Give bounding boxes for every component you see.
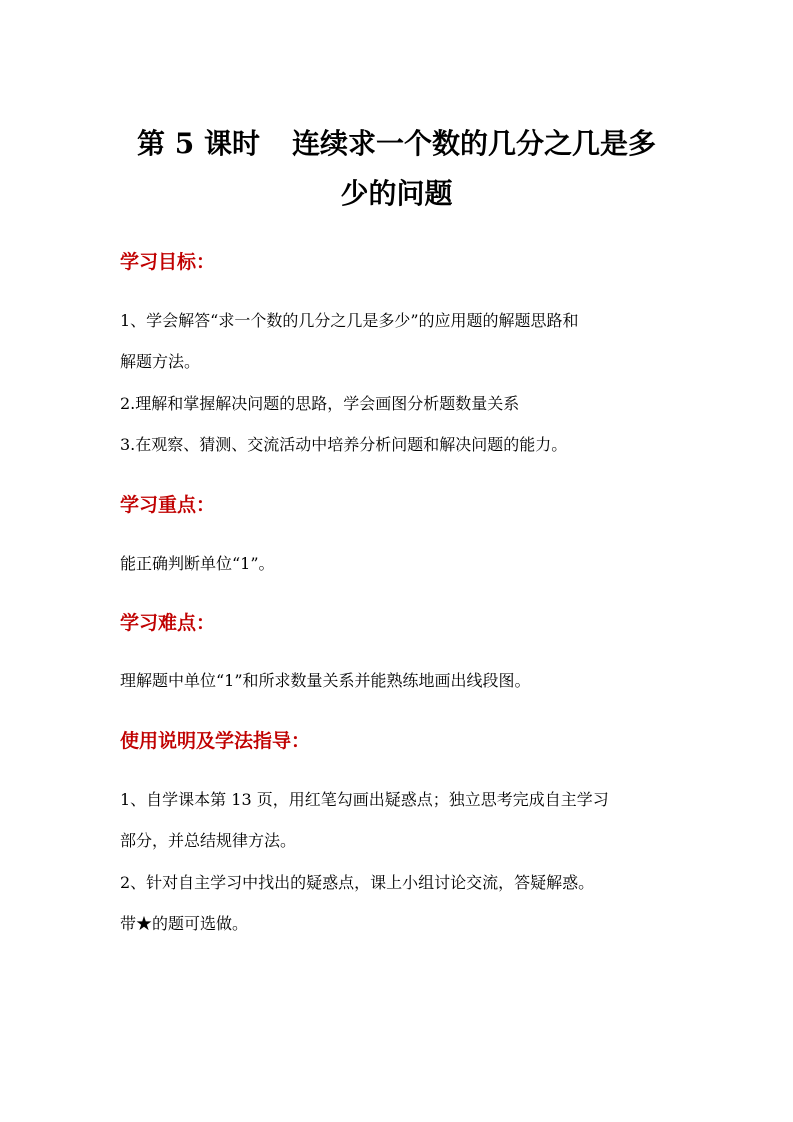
heading-difficulties: 学习难点：: [120, 612, 216, 634]
lesson-title: 连续求一个数的几分之几是多: [291, 127, 656, 160]
title-line-2: 少的问题: [340, 177, 453, 210]
instruction-line-4: 带★的题可选做。: [120, 914, 249, 933]
goal-line-1: 1、学会解答“求一个数的几分之几是多少”的应用题的解题思路和: [120, 311, 579, 330]
instruction-line-1: 1、自学课本第 13 页，用红笔勾画出疑惑点；独立思考完成自主学习: [120, 790, 609, 809]
title-line-1: [0, 126, 793, 162]
goal-line-4: 3.在观察、猜测、交流活动中培养分析问题和解决问题的能力。: [120, 435, 568, 454]
goal-line-2: 解题方法。: [120, 352, 201, 371]
instruction-line-2: 部分，并总结规律方法。: [120, 831, 297, 850]
instruction-line-3: 2、针对自主学习中找出的疑惑点，课上小组讨论交流，答疑解惑。: [120, 873, 595, 892]
heading-instructions: 使用说明及学法指导：: [120, 730, 311, 752]
lesson-number: 第 5 课时: [137, 127, 260, 160]
heading-learning-goals: 学习目标：: [120, 251, 216, 273]
key-point-line-1: 能正确判断单位“1”。: [120, 554, 275, 573]
goal-line-3: 2.理解和掌握解决问题的思路，学会画图分析题数量关系: [120, 394, 520, 413]
difficulty-line-1: 理解题中单位“1”和所求数量关系并能熟练地画出线段图。: [120, 671, 531, 690]
heading-key-points: 学习重点：: [120, 494, 216, 516]
